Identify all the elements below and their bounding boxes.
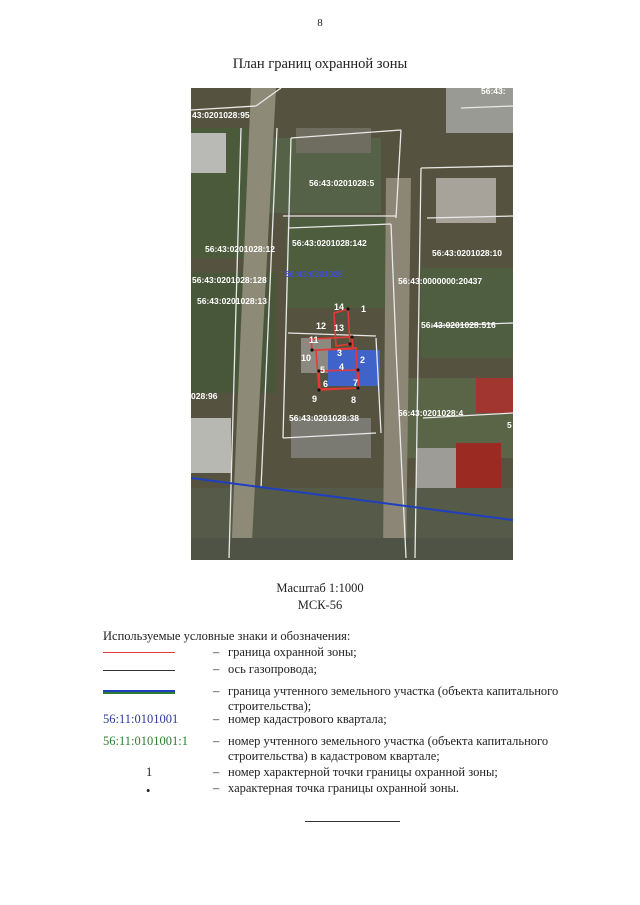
satellite-map	[191, 88, 513, 560]
point-number: 4	[339, 362, 345, 372]
map-label-cadastral: 5	[507, 420, 512, 430]
scale-block	[0, 580, 640, 614]
legend-text: номер кадастрового квартала;	[228, 712, 387, 726]
page-title: План границ охранной зоны	[232, 56, 408, 72]
point-number: 3	[337, 348, 343, 358]
legend-text: характерная точка границы охранной зоны.	[228, 781, 460, 795]
legend-dash: –	[213, 765, 220, 779]
map-label-cadastral: 56:43:0201028:12	[205, 244, 275, 254]
legend-sample-block-number: 56:11:0101001	[103, 712, 179, 726]
point-number: 5	[320, 365, 326, 375]
legend-text: номер характерной точки границы охранной зоны;	[228, 765, 498, 779]
legend-dash: –	[213, 645, 220, 659]
map-label-cadastral: 56:43:0201028:38	[289, 413, 359, 423]
map-label-cadastral: 56:43:0201028:516	[421, 320, 496, 330]
point-number: 10	[301, 353, 312, 363]
legend-sample-red-line	[103, 652, 175, 653]
legend-text: номер учтенного земельного участка (объекта капитального строительства) в кадастровом квартале;	[228, 734, 549, 763]
map-label-cadastral: 028:96	[191, 391, 218, 401]
map-canvas	[191, 88, 513, 560]
map-label-cadastral: 43:0201028:95	[192, 110, 250, 120]
legend-text: ось газопровода;	[228, 662, 318, 676]
point-number: 1	[361, 304, 367, 314]
legend-sample-point: •	[146, 784, 151, 798]
map-label-cadastral: 56:43:0201028:5	[309, 178, 375, 188]
point-number: 2	[360, 355, 366, 365]
legend-sample-parcel-number: 56:11:0101001:1	[103, 734, 188, 748]
legend-dash: –	[213, 712, 220, 726]
point-number: 6	[323, 379, 329, 389]
legend-heading: Используемые условные знаки и обозначения:	[103, 629, 351, 643]
point-number: 8	[351, 395, 357, 405]
map-label-cadastral: 56:43:0000000:20437	[398, 276, 483, 286]
point-number: 11	[309, 335, 319, 345]
legend-dash: –	[213, 684, 220, 698]
map-label-cadastral: 56:43:0201028:142	[292, 238, 367, 248]
bottom-rule	[305, 821, 400, 822]
page-number: 8	[317, 17, 323, 29]
legend-dash: –	[213, 781, 220, 795]
legend-sample-axis-line	[103, 670, 175, 671]
point-number: 9	[312, 394, 318, 404]
point-number: 14	[334, 302, 345, 312]
point-number: 7	[353, 378, 359, 388]
point-number: 12	[316, 321, 327, 331]
scale-ratio: Масштаб 1:1000	[276, 581, 364, 595]
map-label-cadastral: 56:43:0201028:128	[192, 275, 267, 285]
point-number: 13	[334, 323, 345, 333]
map-label-cadastral: 56:43:0201028:13	[197, 296, 267, 306]
map-label-cadastral: 56:43:	[481, 88, 506, 96]
coordinate-system: МСК-56	[297, 598, 343, 612]
map-label-cadastral: 56:43:0201028:4	[398, 408, 464, 418]
legend-dash: –	[213, 662, 220, 676]
map-label-cadastral: 56:43:0201028:10	[432, 248, 502, 258]
legend-sample-point-number: 1	[146, 765, 153, 779]
legend-text: граница учтенного земельного участка (объекта капитального строительства);	[228, 684, 559, 713]
map-label-block: 56:43:0201028	[285, 269, 343, 279]
legend-dash: –	[213, 734, 220, 748]
legend-text: граница охранной зоны;	[228, 645, 357, 659]
